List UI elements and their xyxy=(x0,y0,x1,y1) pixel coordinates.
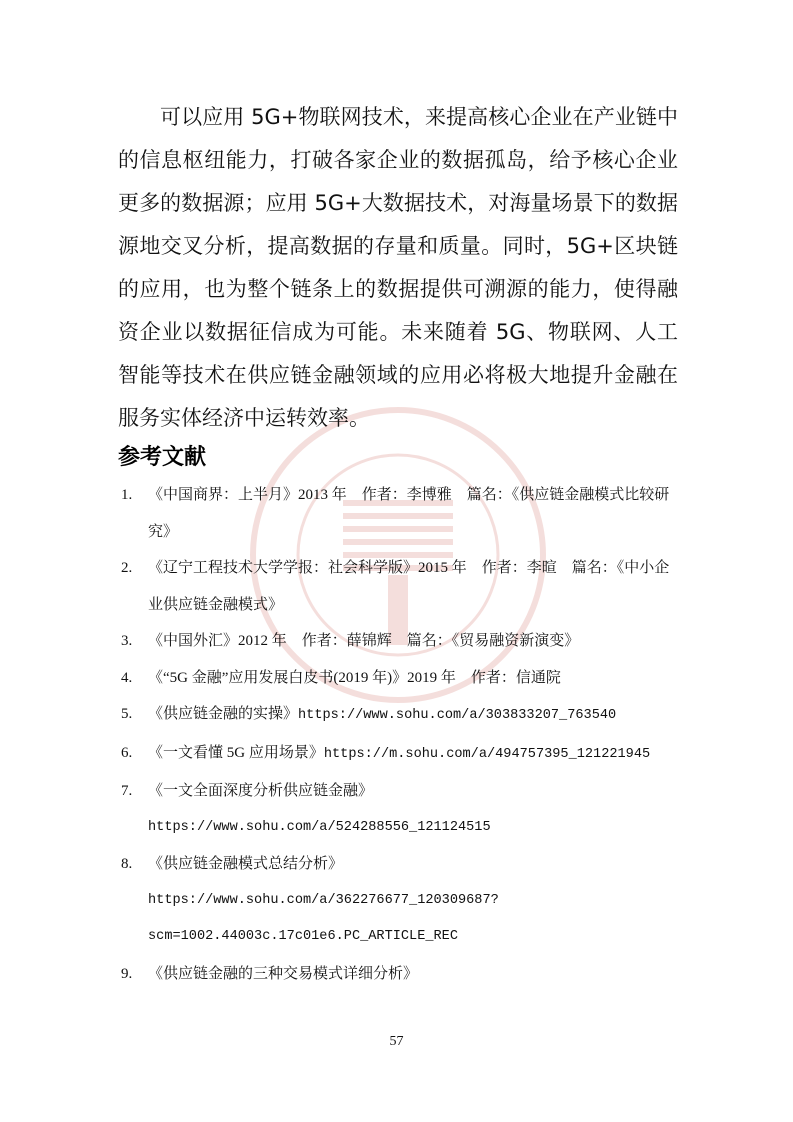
references-heading: 参考文献 xyxy=(118,445,207,470)
reference-url[interactable]: https://www.sohu.com/a/362276677_120309687?scm=1002.44003c.17c01e6.PC_ARTICLE_REC xyxy=(148,892,499,944)
reference-item xyxy=(118,696,678,735)
reference-text: 《“5G 金融”应用发展白皮书(2019 年)》2019 年 作者：信通院 xyxy=(148,669,561,686)
reference-text: 《一文全面深度分析供应链金融》 xyxy=(148,783,374,799)
reference-number: 5. xyxy=(121,706,133,722)
references-list xyxy=(118,477,678,992)
reference-number: 7. xyxy=(121,783,133,799)
reference-number: 4. xyxy=(121,669,133,686)
reference-item xyxy=(118,550,678,623)
reference-text: 《中国外汇》2012 年 作者：薛锦辉 篇名：《贸易融资新演变》 xyxy=(148,633,580,649)
reference-item xyxy=(118,735,678,774)
reference-text: 《一文看懂 5G 应用场景》 xyxy=(148,744,324,761)
reference-item xyxy=(118,660,678,697)
reference-item xyxy=(118,846,678,956)
body-paragraph: 可以应用 5G+物联网技术，来提高核心企业在产业链中的信息枢纽能力，打破各家企业的数据孤岛，给予核心企业更多的数据源；应用 5G+大数据技术，对海量场景下的数据源地交叉分析，提高数据的存量和质量。同时，5G+区块链的应用，也为整个链条上的数据提供可溯源的能力，使得融资企业以数据征信成为可能。未来随着 5G、物联网、人工智能等技术在供应链金融领域的应用必将极大地提升金融在服务实体经济中运转效率。 xyxy=(118,105,678,430)
reference-item xyxy=(118,773,678,846)
reference-number: 8. xyxy=(121,856,133,872)
page-number: 57 xyxy=(389,1034,404,1049)
reference-item xyxy=(118,623,678,660)
reference-item xyxy=(118,956,678,993)
reference-number: 3. xyxy=(121,633,133,649)
reference-url[interactable]: https://m.sohu.com/a/494757395_121221945 xyxy=(323,746,651,762)
reference-number: 6. xyxy=(121,744,133,761)
reference-number: 9. xyxy=(121,965,133,982)
reference-url[interactable]: https://www.sohu.com/a/303833207_763540 xyxy=(298,708,617,723)
reference-number: 1. xyxy=(121,487,133,503)
reference-text: 《供应链金融的三种交易模式详细分析》 xyxy=(148,965,419,982)
reference-text: 《供应链金融的实操》 xyxy=(148,706,299,722)
reference-text: 《辽宁工程技术大学学报：社会科学版》2015 年 作者：李暄 篇名：《中小企业供应链金融模式》 xyxy=(148,560,670,613)
reference-url[interactable]: https://www.sohu.com/a/524288556_121124515 xyxy=(148,819,491,835)
reference-number: 2. xyxy=(121,560,133,576)
reference-item xyxy=(118,477,678,550)
reference-text: 《供应链金融模式总结分析》 xyxy=(148,856,344,872)
reference-text: 《中国商界：上半月》2013 年 作者：李博雅 篇名：《供应链金融模式比较研究》 xyxy=(148,487,670,540)
